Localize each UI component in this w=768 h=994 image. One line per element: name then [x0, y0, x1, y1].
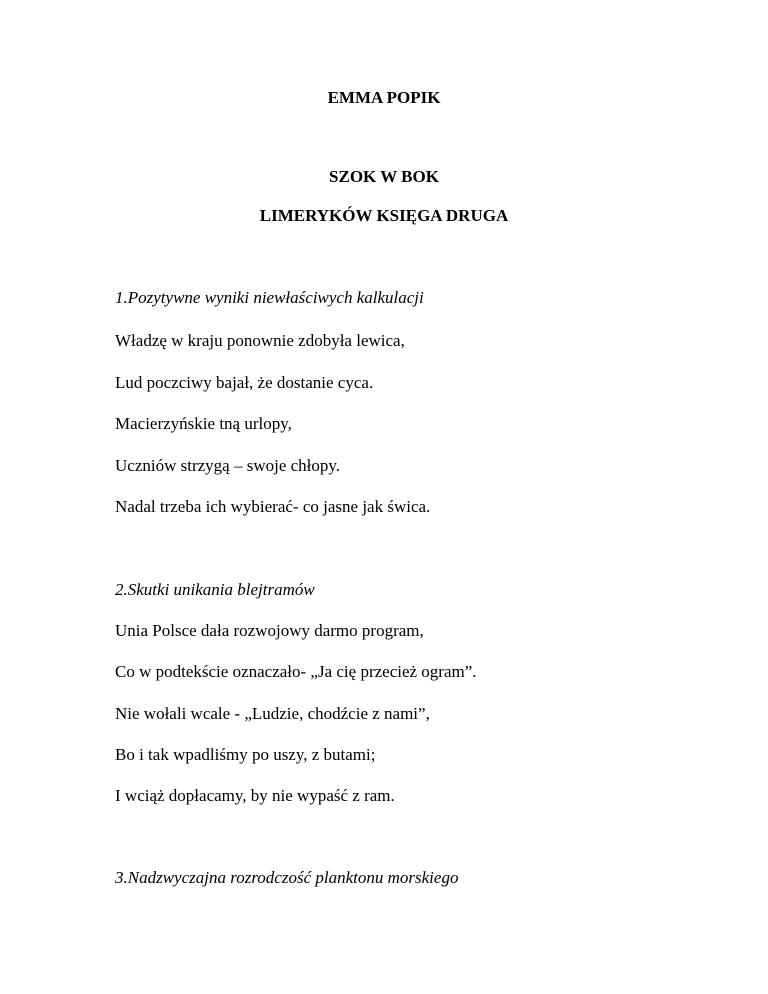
poem-line: Unia Polsce dała rozwojowy darmo program, — [115, 621, 424, 640]
poem-heading: 1.Pozytywne wyniki niewłaściwych kalkulacji — [115, 288, 424, 307]
poem-line: Bo i tak wpadliśmy po uszy, z butami; — [115, 745, 376, 764]
poem-heading: 2.Skutki unikania blejtramów — [115, 580, 315, 599]
poem-line: Co w podtekście oznaczało- „Ja cię przecież ogram”. — [115, 662, 477, 681]
author-name: EMMA POPIK — [327, 88, 441, 107]
poem-line: Nie wołali wcale - „Ludzie, chodźcie z nami”, — [115, 704, 430, 723]
poem-line: Macierzyńskie tną urlopy, — [115, 414, 292, 433]
book-subtitle: LIMERYKÓW KSIĘGA DRUGA — [259, 206, 509, 225]
book-title: SZOK W BOK — [329, 167, 439, 186]
poem-line: Władzę w kraju ponownie zdobyła lewica, — [115, 331, 405, 350]
poem-line: Uczniów strzygą – swoje chłopy. — [115, 456, 341, 475]
poem-line: I wciąż dopłacamy, by nie wypaść z ram. — [115, 786, 395, 805]
poem-line: Nadal trzeba ich wybierać- co jasne jak świca. — [115, 497, 431, 516]
poem-line: Lud poczciwy bajał, że dostanie cyca. — [115, 373, 374, 392]
poem-heading: 3.Nadzwyczajna rozrodczość planktonu morskiego — [115, 868, 459, 887]
